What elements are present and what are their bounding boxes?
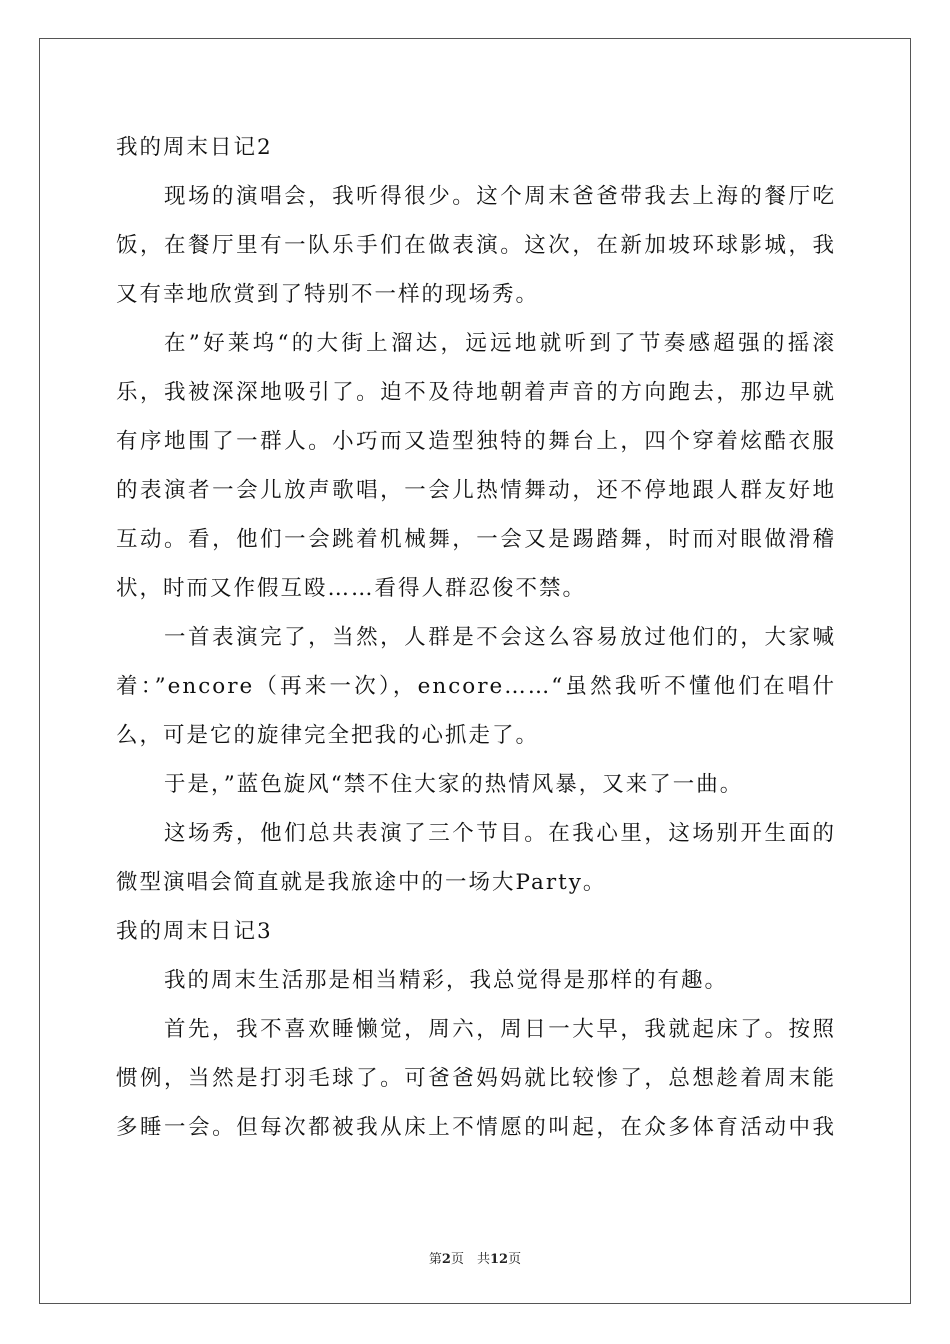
text-line: 多睡一会。但每次都被我从床上不情愿的叫起，在众多体育活动中我: [116, 1115, 836, 1140]
text-line: 惯例，当然是打羽毛球了。可爸爸妈妈就比较惨了，总想趁着周末能: [116, 1066, 836, 1091]
text-line: 首先，我不喜欢睡懒觉，周六，周日一大早，我就起床了。按照: [164, 1017, 836, 1042]
text-line: 饭，在餐厅里有一队乐手们在做表演。这次，在新加坡环球影城，我: [116, 233, 836, 258]
text-line: 的表演者一会儿放声歌唱，一会儿热情舞动，还不停地跟人群友好地: [116, 478, 836, 503]
text-line: 着：”encore（再来一次），encore……“虽然我听不懂他们在唱什: [116, 674, 836, 699]
text-line: 一首表演完了，当然，人群是不会这么容易放过他们的，大家喊: [164, 625, 836, 650]
document-body: [116, 128, 836, 1157]
text-line: 这场秀，他们总共表演了三个节目。在我心里，这场别开生面的: [164, 821, 836, 846]
text-line: 状，时而又作假互殴……看得人群忍俊不禁。: [116, 576, 587, 601]
text-line: 么，可是它的旋律完全把我的心抓走了。: [116, 723, 540, 748]
text-line: 有序地围了一群人。小巧而又造型独特的舞台上，四个穿着炫酷衣服: [116, 429, 836, 454]
text-line: 在”好莱坞“的大街上溜达，远远地就听到了节奏感超强的摇滚: [164, 331, 836, 356]
text-line: 现场的演唱会，我听得很少。这个周末爸爸带我去上海的餐厅吃: [164, 184, 836, 209]
page-footer: [0, 1248, 950, 1267]
text-line: 我的周末生活那是相当精彩，我总觉得是那样的有趣。: [164, 968, 729, 993]
footer-page-number: 2: [441, 1252, 451, 1267]
text-line: 微型演唱会简直就是我旅途中的一场大Party。: [116, 870, 607, 895]
text-line: 乐，我被深深地吸引了。迫不及待地朝着声音的方向跑去，那边早就: [116, 380, 836, 405]
text-line: 于是，”蓝色旋风“禁不住大家的热情风暴，又来了一曲。: [164, 772, 744, 797]
section-heading: 我的周末日记2: [116, 135, 273, 160]
text-line: 互动。看，他们一会跳着机械舞，一会又是踢踏舞，时而对眼做滑稽: [116, 527, 836, 552]
text-line: 又有幸地欣赏到了特别不一样的现场秀。: [116, 282, 540, 307]
footer-page-mid: 页 共: [450, 1252, 490, 1267]
footer-total-pages: 12: [489, 1252, 509, 1267]
footer-page-suffix: 页: [508, 1252, 522, 1267]
section-heading: 我的周末日记3: [116, 919, 273, 944]
footer-page-prefix: 第: [428, 1252, 442, 1267]
